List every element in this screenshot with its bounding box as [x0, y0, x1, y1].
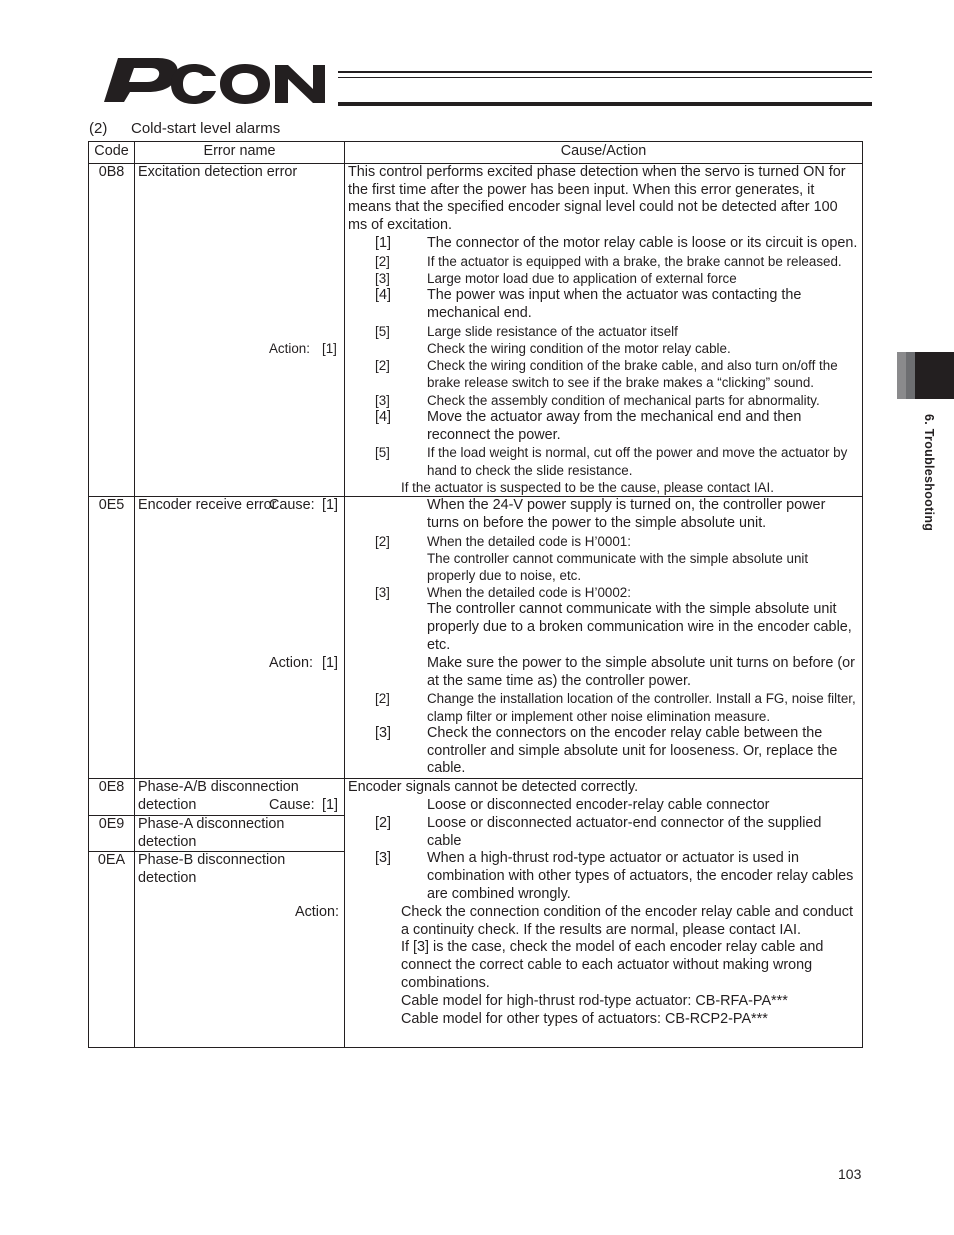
alarm-table: [88, 141, 863, 1048]
cause-item: [2] If the actuator is equipped with a brake, the brake cannot be released.: [375, 253, 842, 269]
error-code: 0E8: [89, 779, 135, 816]
error-code: 0EA: [89, 852, 135, 1048]
section-title-text: Cold-start level alarms: [131, 120, 281, 137]
cause-action-cell: [269, 497, 863, 779]
cause-action-cell: [269, 163, 863, 496]
cause-item: Cause: [1] Loose or disconnected encoder-relay cable connector: [269, 796, 770, 813]
cause-subtext: The controller cannot communicate with the simple absolute unit properly due to a broken communication wire in the encoder cable, etc.: [427, 601, 852, 653]
action-note: If [3] is the case, check the model of each encoder relay cable and connect the correct cable to each actuator without making wrong combinations.: [401, 939, 824, 991]
table-row: [89, 779, 863, 816]
header-rule: [338, 71, 872, 107]
action-item: Action: [1] Check the wiring condition of the motor relay cable.: [269, 340, 731, 356]
pcon-logo: [100, 52, 340, 107]
cause-item: [2] When the detailed code is H’0001:: [375, 533, 631, 549]
action-item: [3] Check the assembly condition of mechanical parts for abnormality.: [375, 392, 820, 408]
action-item: [4] Move the actuator away from the mechanical end and then reconnect the power.: [375, 408, 802, 443]
header-code: Code: [89, 142, 135, 164]
cable-model-high-thrust: Cable model for high-thrust rod-type actuator: CB-RFA-PA***: [401, 992, 788, 1009]
action-item: [2] Check the wiring condition of the brake cable, and also turn on/off the brake release switch to see if the brake makes a “clicking” sound.: [375, 358, 838, 391]
table-row: [89, 163, 863, 496]
error-name: Phase-A/B disconnection detection: [135, 779, 345, 816]
error-code: 0B8: [89, 163, 135, 496]
action-item: Action: Check the connection condition of the encoder relay cable and conduct a continuity check. If the results are normal, please contact IAI.: [295, 903, 854, 938]
section-title: [89, 120, 280, 137]
cause-item: [5] Large slide resistance of the actuator itself: [375, 323, 678, 339]
cable-model-other: Cable model for other types of actuators: CB-RCP2-PA***: [401, 1010, 768, 1027]
action-item: [2] Change the installation location of the controller. Install a FG, noise filter, clamp filter or implement other noise elimination measure.: [375, 691, 856, 724]
action-item: Action: [1] Make sure the power to the simple absolute unit turns on before (or at the same time as) the controller power.: [269, 654, 855, 689]
cause-item: Cause: [1] When the 24-V power supply is turned on, the controller power turns on before the power to the simple absolute unit.: [269, 497, 826, 531]
section-number: (2): [89, 120, 108, 137]
error-name: Excitation detection error: [135, 163, 345, 496]
error-name: Encoder receive error: [135, 497, 345, 779]
cause-item: [3] When the detailed code is H’0002:: [375, 585, 631, 601]
page-number: 103: [838, 1166, 862, 1182]
cause-subtext: The controller cannot communicate with the simple absolute unit properly due to noise, etc.: [427, 550, 809, 583]
cause-action-cell: [269, 779, 863, 1048]
cause-item: [3] Large motor load due to application of external force: [375, 270, 737, 286]
error-code: 0E9: [89, 815, 135, 852]
error-code: 0E5: [89, 497, 135, 779]
error-name: Phase-A disconnection detection: [135, 815, 345, 852]
contact-note: If the actuator is suspected to be the cause, please contact IAI.: [401, 479, 774, 495]
action-item: [5] If the load weight is normal, cut off the power and move the actuator by hand to check the slide resistance.: [375, 445, 848, 478]
cause-item: [2] Loose or disconnected actuator-end connector of the supplied cable: [375, 814, 822, 849]
header-cause-action: Cause/Action: [345, 142, 863, 164]
cause-intro: This control performs excited phase detection when the servo is turned ON for the first time after the power has been input. When this error generates, it means that the specified encoder signal level could not be detected after 100 ms of excitation.: [348, 163, 846, 234]
chapter-label: 6. Troubleshooting: [922, 414, 936, 532]
cause-item: [3] When a high-thrust rod-type actuator or actuator is used in combination with other types of actuators, the encoder relay cables are combined wrongly.: [375, 850, 854, 902]
cause-item: [4] The power was input when the actuator was contacting the mechanical end.: [375, 287, 802, 321]
chapter-tab: [897, 352, 954, 399]
table-row: [89, 497, 863, 779]
table-header-row: [89, 142, 863, 164]
cause-item: [1] The connector of the motor relay cable is loose or its circuit is open.: [375, 234, 858, 251]
header-error-name: Error name: [135, 142, 345, 164]
error-name: Phase-B disconnection detection: [135, 852, 345, 1048]
cause-intro: Encoder signals cannot be detected correctly.: [348, 779, 639, 796]
action-item: [3] Check the connectors on the encoder relay cable between the controller and simple absolute unit for looseness. Or, replace the cable.: [375, 724, 838, 777]
